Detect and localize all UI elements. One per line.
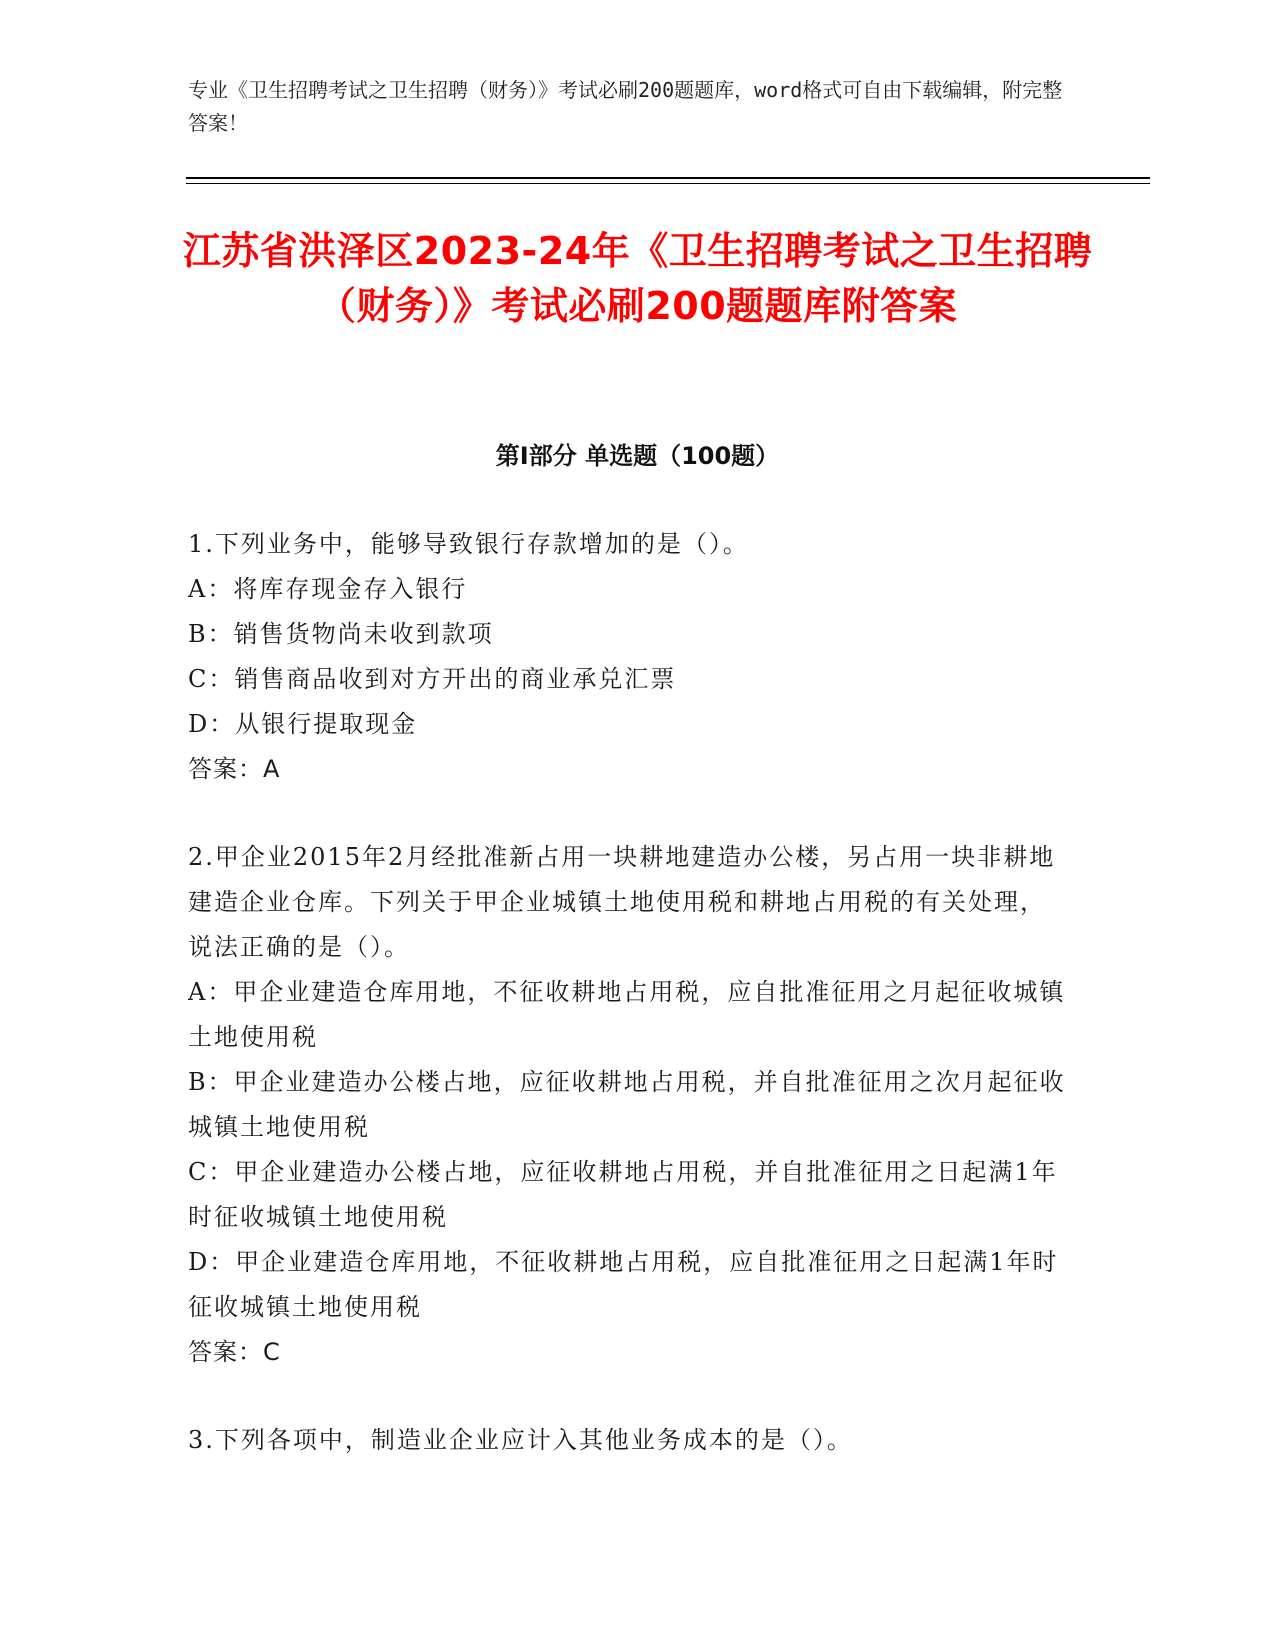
header-divider-thin bbox=[186, 183, 1150, 184]
question-3 bbox=[188, 1418, 1068, 1463]
header-divider-thick bbox=[186, 177, 1150, 179]
option-b: B：甲企业建造办公楼占地，应征收耕地占用税，并自批准征用之次月起征收城镇土地使用税 bbox=[188, 1068, 1066, 1141]
option-c: C：甲企业建造办公楼占地，应征收耕地占用税，并自批准征用之日起满1年时征收城镇土地使用税 bbox=[188, 1158, 1058, 1231]
question-list bbox=[188, 522, 1068, 1506]
option-d: D：甲企业建造仓库用地，不征收耕地占用税，应自批准征用之日起满1年时征收城镇土地使用税 bbox=[188, 1248, 1059, 1321]
question-stem: 3.下列各项中，制造业企业应计入其他业务成本的是（）。 bbox=[188, 1426, 853, 1454]
option-c: C：销售商品收到对方开出的商业承兑汇票 bbox=[188, 665, 677, 693]
option-a: A：甲企业建造仓库用地，不征收耕地占用税，应自批准征用之月起征收城镇土地使用税 bbox=[188, 978, 1066, 1051]
question-stem: 1.下列业务中，能够导致银行存款增加的是（）。 bbox=[188, 530, 749, 558]
header-note: 专业《卫生招聘考试之卫生招聘（财务）》考试必刷200题题库，word格式可自由下载编辑，附完整答案！ bbox=[188, 78, 1063, 135]
question-stem: 2.甲企业2015年2月经批准新占用一块耕地建造办公楼，另占用一块非耕地建造企业仓库。下列关于甲企业城镇土地使用税和耕地占用税的有关处理，说法正确的是（）。 bbox=[188, 843, 1056, 961]
section-heading: 第Ⅰ部分 单选题（100题） bbox=[495, 442, 780, 470]
question-2 bbox=[188, 835, 1068, 1375]
answer: 答案：A bbox=[188, 755, 281, 783]
answer: 答案：C bbox=[188, 1338, 281, 1366]
option-b: B：销售货物尚未收到款项 bbox=[188, 620, 494, 648]
option-d: D：从银行提取现金 bbox=[188, 710, 418, 738]
document-title: 江苏省洪泽区2023-24年《卫生招聘考试之卫生招聘（财务）》考试必刷200题题库附答案 bbox=[182, 229, 1093, 328]
option-a: A：将库存现金存入银行 bbox=[188, 575, 468, 603]
question-1 bbox=[188, 522, 1068, 792]
